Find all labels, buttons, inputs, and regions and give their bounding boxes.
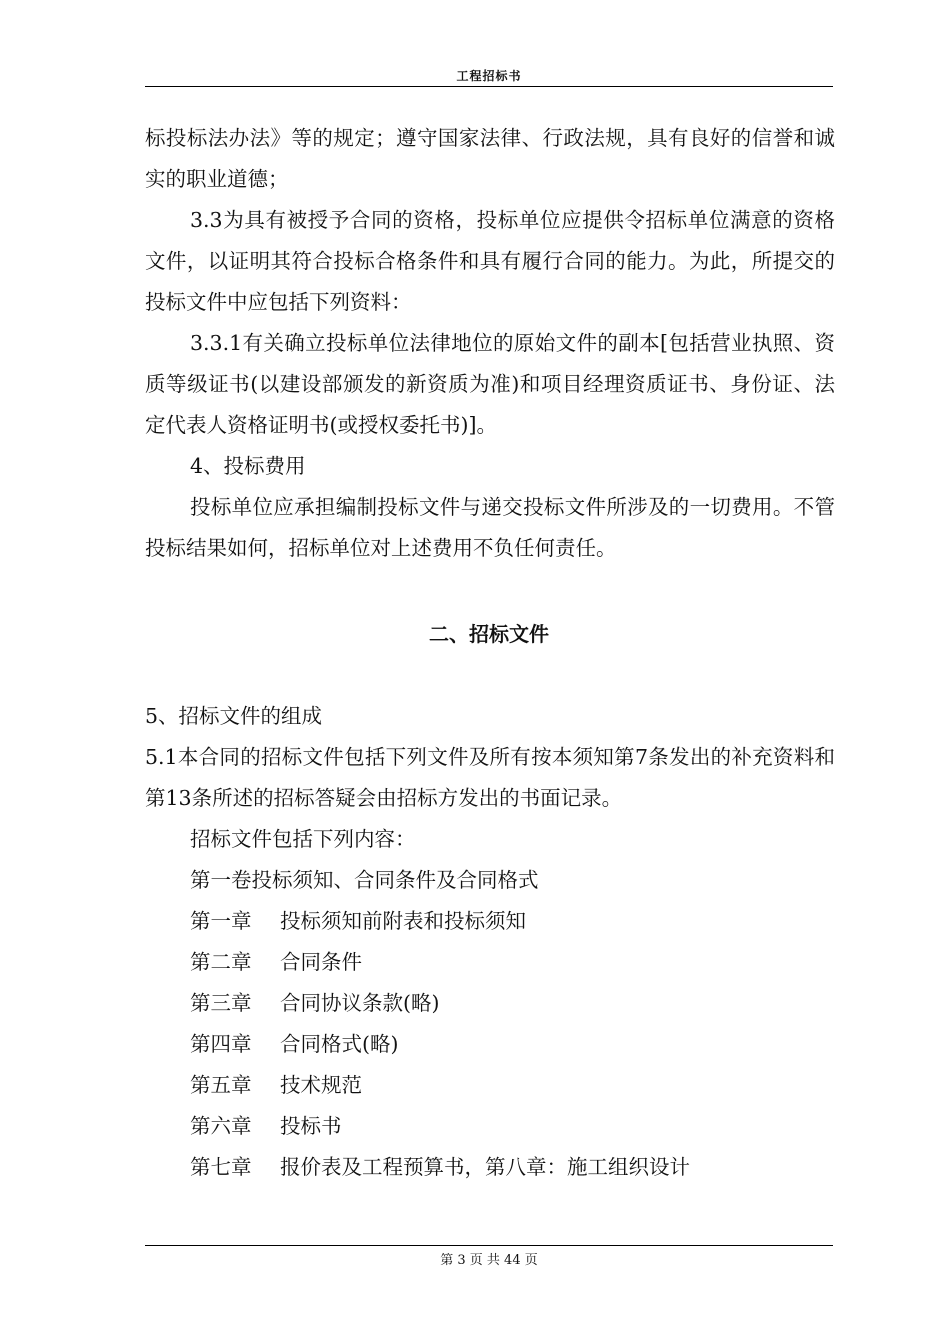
item-4-title: 4、投标费用 [190,454,306,478]
chapter-title: 合同格式(略) [280,1032,399,1056]
footer-divider [145,1245,833,1246]
chapter-line [145,942,835,983]
paragraph-bid-cost: 投标单位应承担编制投标文件与递交投标文件所涉及的一切费用。不管投标结果如何，招标单位对上述费用不负任何责任。 [145,495,835,560]
header-divider [145,86,833,87]
section-heading: 二、招标文件 [429,622,549,646]
chapter-number: 第四章 [190,1032,252,1056]
item-5-title: 5、招标文件的组成 [145,704,323,728]
paragraph-5-1: 5.1本合同的招标文件包括下列文件及所有按本须知第7条发出的补充资料和第13条所述的招标答疑会由招标方发出的书面记录。 [145,745,835,810]
chapter-line [145,901,835,942]
page-header-title: 工程招标书 [456,69,522,83]
page-number: 第 3 页 共 44 页 [440,1253,538,1268]
chapter-number: 第二章 [190,950,252,974]
section-2-body [145,696,835,1188]
chapter-title: 技术规范 [280,1073,362,1097]
chapter-number: 第七章 [190,1155,252,1179]
chapter-line [145,1106,835,1147]
chapter-line [145,1147,835,1188]
chapter-title: 报价表及工程预算书，第八章：施工组织设计 [280,1155,690,1179]
chapter-title: 投标须知前附表和投标须知 [280,909,526,933]
section-1-body [145,118,835,569]
chapter-number: 第五章 [190,1073,252,1097]
paragraph-3-3: 3.3为具有被授予合同的资格，投标单位应提供令招标单位满意的资格文件，以证明其符合投标合格条件和具有履行合同的能力。为此，所提交的投标文件中应包括下列资料： [145,208,835,314]
paragraph-3-3-1: 3.3.1有关确立投标单位法律地位的原始文件的副本[包括营业执照、资质等级证书(以建设部颁发的新资质为准)和项目经理资质证书、身份证、法定代表人资格证明书(或授权委托书)]。 [145,331,835,437]
chapter-number: 第六章 [190,1114,252,1138]
chapter-line [145,983,835,1024]
volume-1-title: 第一卷投标须知、合同条件及合同格式 [190,868,539,892]
paragraph-continuation: 标投标法办法》等的规定；遵守国家法律、行政法规，具有良好的信誉和诚实的职业道德； [145,126,835,191]
chapter-line [145,1024,835,1065]
chapter-title: 合同协议条款(略) [280,991,440,1015]
chapter-number: 第三章 [190,991,252,1015]
chapter-title: 投标书 [280,1114,342,1138]
contents-intro: 招标文件包括下列内容： [190,827,416,851]
chapter-number: 第一章 [190,909,252,933]
chapter-line [145,1065,835,1106]
chapter-title: 合同条件 [280,950,362,974]
